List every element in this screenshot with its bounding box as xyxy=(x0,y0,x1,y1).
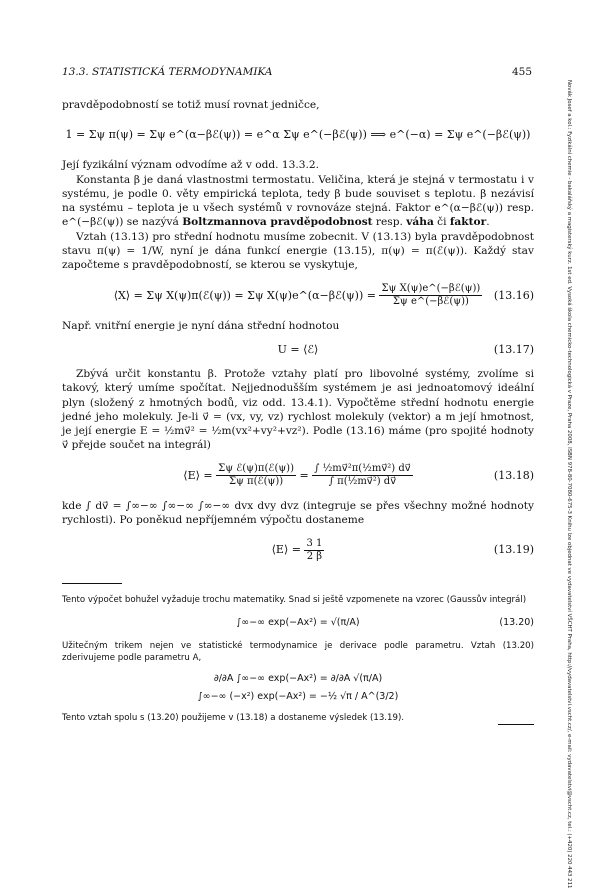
equation-derivative: ∂/∂A ∫∞−∞ exp(−Ax²) = ∂/∂A √(π/A) ∫∞−∞ (−x²) exp(−Ax²) = −½ √π / A^(3/2) xyxy=(197,673,399,703)
running-header xyxy=(62,66,532,80)
copyright-sidebar xyxy=(566,80,580,888)
end-rule xyxy=(498,724,534,725)
term-faktor: faktor xyxy=(449,216,487,229)
copyright-text: Novák Josef a kol.: Fyzikální chemie - bakalářský a magisterský kurz. 1st ed. Vysoká škola chemicko-technologická v Praze, Praha 2008, ISBN 978-80-7080-675-3 Knihu lze objednat ve vydavatelství VŠCHT Praha, http://vydavatelstvi.vscht.cz/, e-mail: vydavatelstvi@vscht.cz, tel.: (+420) 220 443 211 xyxy=(566,80,572,888)
fraction: $\frac{\text{Σψ ℰ(ψ)π(ℰ(ψ))}}{\text{Σψ π(ℰ(ψ))}}$ xyxy=(218,463,294,488)
fraction: $\frac{\text{∫ ½mv⃗²π(½mv⃗²) dv⃗}}{\text{∫ π(½mv⃗²) dv⃗}}$ xyxy=(314,463,411,488)
paragraph: kde ∫ dv⃗ = ∫∞−∞ ∫∞−∞ ∫∞−∞ dvx dvy dvz (integruje se přes všechny možné hodnoty rychlosti). Po poněkud nepříjemném výpočtu dostaneme xyxy=(62,499,534,527)
term-vaha: váha xyxy=(406,216,434,229)
fraction: $\frac{3 1}{2 \beta}$ xyxy=(306,537,323,562)
paragraph: Vztah (13.13) pro střední hodnotu musíme zobecnit. V (13.13) byla pravděpodobnost stavu π(ψ) = 1/W, nyní je dána funkcí energie (13.15), π(ψ) = π(ℰ(ψ)). Každý stav započteme s pravděpodobností, se kterou se vyskytuje, xyxy=(62,230,534,272)
paragraph: pravděpodobností se totiž musí rovnat jedničce, xyxy=(62,99,320,111)
footnote-paragraph: Užitečným trikem nejen ve statistické termodynamice je derivace podle parametru. Vztah (13.20) zderivujeme podle parametru A, xyxy=(62,641,534,664)
equation-number: (13.20) xyxy=(499,617,534,629)
equation-13-20: ∫∞−∞ exp(−Ax²) = √(π/A) (13.20) xyxy=(62,610,534,636)
equation-number: (13.18) xyxy=(493,468,534,482)
equation-normalization: 1 = Σψ π(ψ) = Σψ e^(α−βℰ(ψ)) = e^α Σψ e^(−βℰ(ψ)) ⟹ e^(−α) = Σψ e^(−βℰ(ψ)) xyxy=(65,128,531,142)
equation-13-18: ⟨E⟩ = $\frac{\text{Σψ ℰ(ψ)π(ℰ(ψ))}}{\text{Σψ π(ℰ(ψ))}}$ = $\frac{\text{∫ ½mv⃗²π(½mv⃗²) dv⃗}}{\text{∫ π(½mv⃗²) dv⃗}}$ (13.18) xyxy=(62,459,534,493)
fraction: $\frac{\text{Σψ X(ψ)e\textasciicircum{}(−βℰ(ψ))}}{\text{Σψ e\textasciicircum{}(−βℰ(ψ))}}$ xyxy=(381,283,481,308)
paragraph: Např. vnitřní energie je nyní dána střední hodnotou xyxy=(62,319,340,332)
footnote-paragraph: Tento výpočet bohužel vyžaduje trochu matematiky. Snad si ještě vzpomenete na vzorec (Gaussův integrál) xyxy=(62,595,527,606)
footnote-paragraph: Tento vztah spolu s (13.20) použijeme v (13.18) a dostaneme výsledek (13.19). xyxy=(62,713,405,724)
equation-13-16: ⟨X⟩ = Σψ X(ψ)π(ℰ(ψ)) = Σψ X(ψ)e^(α−βℰ(ψ)) = $\frac{\text{Σψ X(ψ)e\textasciicircum{}(−βℰ(ψ))}}{\text{Σψ e\textasciicircum{}(−βℰ(ψ))}}$ (13.16) xyxy=(62,279,534,313)
equation-13-19: ⟨E⟩ = $\frac{3 1}{2 \beta}$ (13.19) xyxy=(62,533,534,567)
main-text xyxy=(62,98,534,730)
equation-number: (13.16) xyxy=(493,288,534,302)
term-boltzmann: Boltzmannova pravděpodobnost xyxy=(182,216,373,229)
section-title: 13.3. STATISTICKÁ TERMODYNAMIKA xyxy=(62,66,273,78)
page-number: 455 xyxy=(511,66,532,78)
equation-number: (13.17) xyxy=(493,342,534,356)
paragraph: Zbývá určit konstantu β. Protože vztahy platí pro libovolné systémy, zvolíme si takový, který umíme spočítat. Nejjednodušším systémem je asi jednoatomový ideální plyn (složený z hmotných bodů, viz odd. 13.4.1). Vypočtěme střední hodnotu energie jedné jeho molekuly. Je-li v⃗ = (vx, vy, vz) rychlost molekuly (vektor) a m její hmotnost, je její energie E = ½mv⃗² = ½m(vx²+vy²+vz²). Podle (13.16) máme (pro spojité hodnoty v⃗ přejde součet na integrál) xyxy=(62,367,534,452)
footnote xyxy=(62,594,534,730)
equation-number: (13.19) xyxy=(493,543,534,557)
paragraph: Její fyzikální význam odvodíme až v odd. 13.3.2. xyxy=(62,159,319,172)
paragraph: Konstanta β je daná vlastnostmi termostatu. Veličina, která je stejná v termostatu i v systému, je podle 0. věty empirická teplota, tedy β bude souviset s teplotu. β nezávisí na systému – teplota je u všech systémů v rovnováze stejná. Faktor e^(α−βℰ(ψ)) resp. e^(−βℰ(ψ)) se nazývá Boltzmannova pravděpodobnost resp. váha či faktor. xyxy=(62,173,534,229)
footnote-rule xyxy=(62,583,122,584)
equation-13-17: U = ⟨ℰ⟩ (13.17) xyxy=(62,339,534,361)
